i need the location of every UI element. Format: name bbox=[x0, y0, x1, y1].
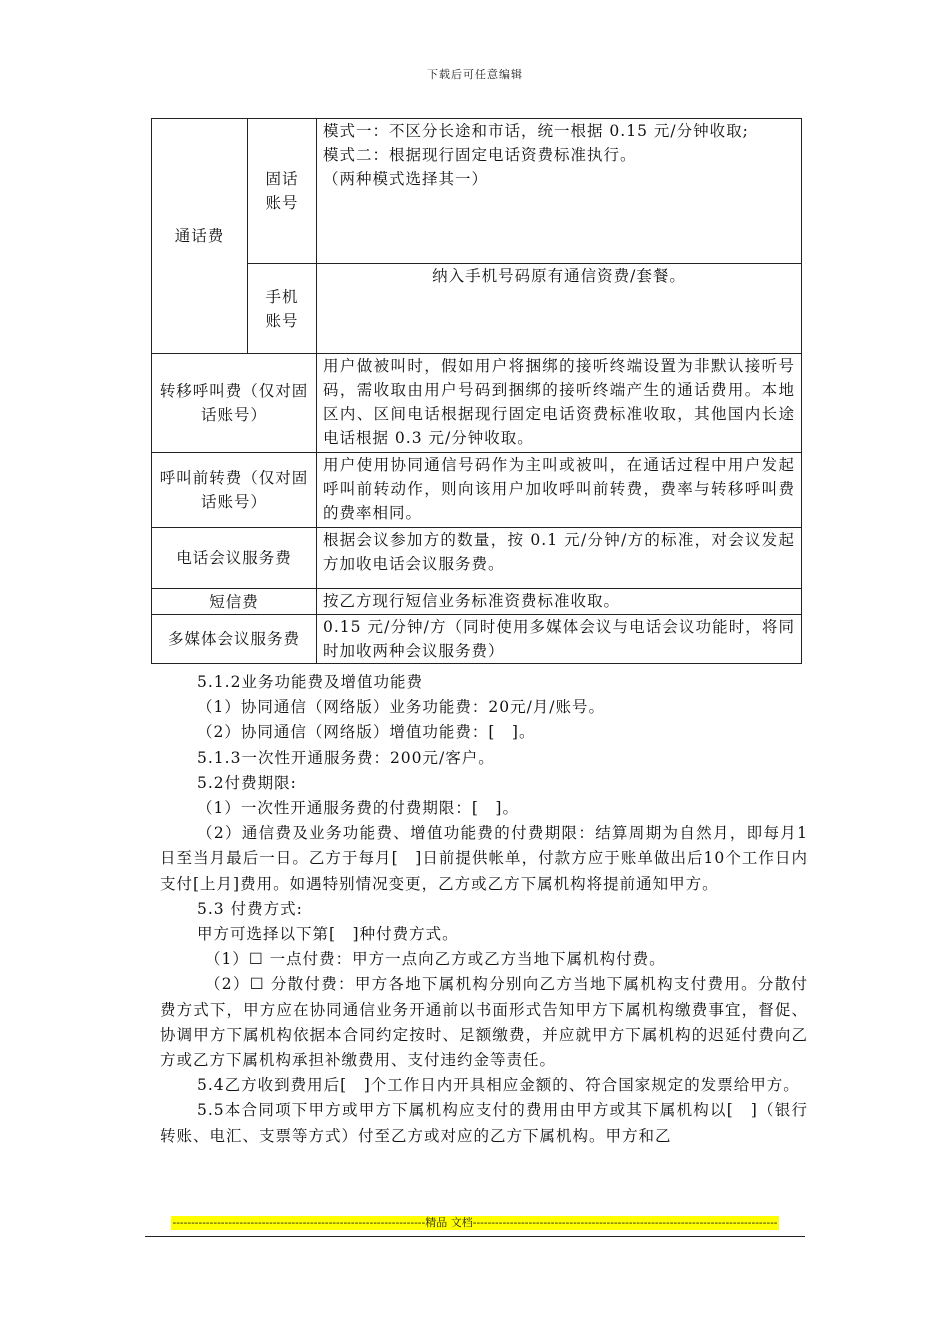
payment-method-choice: 甲方可选择以下第[ ]种付费方式。 bbox=[197, 925, 459, 944]
value-added-fee-item: （2）协同通信（网络版）增值功能费：[ ]。 bbox=[197, 723, 536, 742]
footer-divider bbox=[145, 1236, 805, 1237]
footer-banner: --------------------------------------------------------------------精品 文档---------------------------------------------------------------------------------- bbox=[172, 1216, 778, 1229]
sms-fee-label: 短信费 bbox=[152, 589, 317, 615]
pre-call-fee-content: 用户使用协同通信号码作为主叫或被叫，在通话过程中用户发起呼叫前转动作，则向该用户加收呼叫前转费，费率与转移呼叫费的费率相同。 bbox=[317, 453, 802, 528]
payment-term-item-1: （1）一次性开通服务费的付费期限：[ ]。 bbox=[197, 799, 519, 818]
section-5-1-2: 5.1.2业务功能费及增值功能费 bbox=[197, 673, 423, 691]
payment-term-item-2: （2）通信费及业务功能费、增值功能费的付费期限：结算周期为自然月，即每月1日至当月最后一日。乙方于每月[ ]日前提供帐单，付款方应于账单做出后10个工作日内支付[上月]费用。如遇特别情况变更，乙方或乙方下属机构将提前通知甲方。 bbox=[160, 824, 808, 893]
transfer-fee-content: 用户做被叫时，假如用户将捆绑的接听终端设置为非默认接听号码，需收取由用户号码到捆绑的接听终端产生的通话费用。本地区内、区间电话根据现行固定电话资费标准收取，其他国内长途电话根据 0.3 元/分钟收取。 bbox=[317, 354, 802, 453]
multimedia-fee-content: 0.15 元/分钟/方（同时使用多媒体会议与电话会议功能时，将同时加收两种会议服务费） bbox=[317, 615, 802, 664]
section-5-1-3: 5.1.3一次性开通服务费：200元/客户。 bbox=[197, 748, 495, 767]
transfer-fee-label: 转移呼叫费（仅对固话账号） bbox=[152, 354, 317, 453]
sms-fee-content: 按乙方现行短信业务标准资费标准收取。 bbox=[317, 589, 802, 615]
section-5-4: 5.4乙方收到费用后[ ]个工作日内开具相应金额的、符合国家规定的发票给甲方。 bbox=[197, 1076, 800, 1095]
conference-fee-label: 电话会议服务费 bbox=[152, 528, 317, 589]
fixed-account-label: 固话 账号 bbox=[248, 119, 317, 264]
section-5-2: 5.2付费期限: bbox=[197, 773, 297, 792]
contract-body bbox=[160, 670, 808, 1149]
fee-table bbox=[151, 118, 802, 664]
feature-fee-item: （1）协同通信（网络版）业务功能费：20元/月/账号。 bbox=[197, 698, 606, 717]
section-5-3: 5.3 付费方式: bbox=[197, 899, 303, 918]
conference-fee-content: 根据会议参加方的数量，按 0.1 元/分钟/方的标准，对会议发起方加收电话会议服务费。 bbox=[317, 528, 802, 589]
multimedia-fee-label: 多媒体会议服务费 bbox=[152, 615, 317, 664]
pre-call-fee-label: 呼叫前转费（仅对固话账号） bbox=[152, 453, 317, 528]
mobile-account-label: 手机 账号 bbox=[248, 264, 317, 354]
call-fee-label: 通话费 bbox=[152, 119, 248, 354]
fixed-account-content: 模式一：不区分长途和市话，统一根据 0.15 元/分钟收取; 模式二：根据现行固定电话资费标准执行。 （两种模式选择其一） bbox=[317, 119, 802, 264]
single-point-payment: （1）☐ 一点付费：甲方一点向乙方或乙方当地下属机构付费。 bbox=[205, 950, 666, 969]
mobile-account-content: 纳入手机号码原有通信资费/套餐。 bbox=[317, 264, 802, 354]
section-5-5: 5.5本合同项下甲方或甲方下属机构应支付的费用由甲方或其下属机构以[ ]（银行转账、电汇、支票等方式）付至乙方或对应的乙方下属机构。甲方和乙 bbox=[160, 1101, 808, 1145]
header-note: 下载后可任意编辑 bbox=[427, 68, 523, 81]
distributed-payment: （2）☐ 分散付费：甲方各地下属机构分别向乙方当地下属机构支付费用。分散付费方式下，甲方应在协同通信业务开通前以书面形式告知甲方下属机构缴费事宜，督促、协调甲方下属机构依据本合同约定按时、足额缴费，并应就甲方下属机构的迟延付费向乙方或乙方下属机构承担补缴费用、支付违约金等责任。 bbox=[160, 975, 808, 1070]
